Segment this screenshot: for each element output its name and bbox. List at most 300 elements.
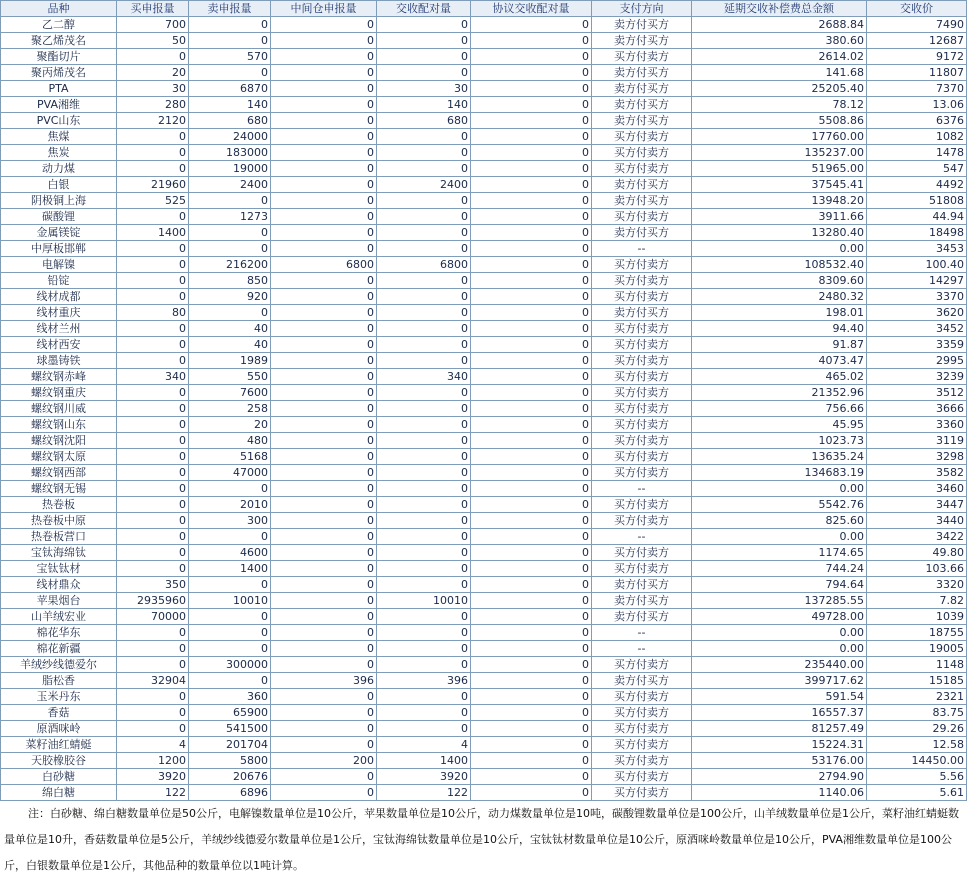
table-row <box>1 561 967 577</box>
cell-agreement-matched: 0 <box>471 161 592 177</box>
cell-delivery-price: 3298 <box>867 449 967 465</box>
cell-buy-declared: 280 <box>117 97 189 113</box>
cell-delivery-price: 3370 <box>867 289 967 305</box>
cell-intermediate-declared: 0 <box>271 225 377 241</box>
cell-compensation-total: 137285.55 <box>692 593 867 609</box>
cell-compensation-total: 5542.76 <box>692 497 867 513</box>
cell-variety: 线材成都 <box>1 289 117 305</box>
cell-variety: 螺纹钢无锡 <box>1 481 117 497</box>
cell-intermediate-declared: 0 <box>271 657 377 673</box>
cell-delivery-matched: 0 <box>377 417 471 433</box>
cell-payment-direction: 卖方付买方 <box>592 673 692 689</box>
cell-variety: 螺纹钢山东 <box>1 417 117 433</box>
table-row <box>1 753 967 769</box>
cell-variety: 白砂糖 <box>1 769 117 785</box>
cell-buy-declared: 3920 <box>117 769 189 785</box>
cell-delivery-matched: 0 <box>377 17 471 33</box>
cell-payment-direction: 买方付卖方 <box>592 449 692 465</box>
cell-sell-declared: 5168 <box>189 449 271 465</box>
cell-delivery-price: 18755 <box>867 625 967 641</box>
table-row <box>1 177 967 193</box>
cell-delivery-matched: 0 <box>377 289 471 305</box>
cell-delivery-matched: 0 <box>377 689 471 705</box>
cell-variety: 白银 <box>1 177 117 193</box>
cell-sell-declared: 40 <box>189 321 271 337</box>
cell-compensation-total: 0.00 <box>692 529 867 545</box>
cell-variety: PTA <box>1 81 117 97</box>
cell-variety: 热卷板中原 <box>1 513 117 529</box>
cell-delivery-price: 3119 <box>867 433 967 449</box>
cell-agreement-matched: 0 <box>471 449 592 465</box>
cell-delivery-price: 547 <box>867 161 967 177</box>
cell-variety: 线材兰州 <box>1 321 117 337</box>
cell-delivery-price: 7.82 <box>867 593 967 609</box>
cell-intermediate-declared: 0 <box>271 177 377 193</box>
cell-variety: 螺纹钢川威 <box>1 401 117 417</box>
cell-intermediate-declared: 6800 <box>271 257 377 273</box>
cell-buy-declared: 0 <box>117 561 189 577</box>
cell-payment-direction: 买方付卖方 <box>592 513 692 529</box>
cell-sell-declared: 20 <box>189 417 271 433</box>
cell-sell-declared: 0 <box>189 33 271 49</box>
table-row <box>1 65 967 81</box>
cell-variety: 棉花华东 <box>1 625 117 641</box>
cell-compensation-total: 2480.32 <box>692 289 867 305</box>
cell-buy-declared: 0 <box>117 385 189 401</box>
cell-sell-declared: 920 <box>189 289 271 305</box>
cell-payment-direction: 买方付卖方 <box>592 769 692 785</box>
cell-compensation-total: 380.60 <box>692 33 867 49</box>
cell-variety: 螺纹钢西部 <box>1 465 117 481</box>
cell-compensation-total: 0.00 <box>692 481 867 497</box>
table-row <box>1 449 967 465</box>
table-row <box>1 129 967 145</box>
table-row <box>1 673 967 689</box>
cell-sell-declared: 0 <box>189 65 271 81</box>
cell-variety: 绵白糖 <box>1 785 117 801</box>
cell-delivery-matched: 0 <box>377 321 471 337</box>
cell-intermediate-declared: 0 <box>271 465 377 481</box>
cell-variety: 宝钛钛材 <box>1 561 117 577</box>
cell-agreement-matched: 0 <box>471 625 592 641</box>
table-row <box>1 257 967 273</box>
cell-delivery-price: 3422 <box>867 529 967 545</box>
cell-sell-declared: 140 <box>189 97 271 113</box>
cell-agreement-matched: 0 <box>471 785 592 801</box>
cell-compensation-total: 81257.49 <box>692 721 867 737</box>
table-row <box>1 81 967 97</box>
cell-sell-declared: 20676 <box>189 769 271 785</box>
cell-delivery-price: 12687 <box>867 33 967 49</box>
cell-buy-declared: 0 <box>117 529 189 545</box>
cell-delivery-price: 3620 <box>867 305 967 321</box>
cell-variety: 乙二醇 <box>1 17 117 33</box>
cell-delivery-matched: 0 <box>377 65 471 81</box>
header-delivery-price: 交收价 <box>867 1 967 17</box>
cell-delivery-matched: 0 <box>377 657 471 673</box>
cell-compensation-total: 465.02 <box>692 369 867 385</box>
cell-buy-declared: 2935960 <box>117 593 189 609</box>
cell-sell-declared: 680 <box>189 113 271 129</box>
cell-delivery-price: 3460 <box>867 481 967 497</box>
cell-intermediate-declared: 0 <box>271 289 377 305</box>
cell-agreement-matched: 0 <box>471 593 592 609</box>
cell-agreement-matched: 0 <box>471 305 592 321</box>
cell-intermediate-declared: 0 <box>271 497 377 513</box>
cell-sell-declared: 1400 <box>189 561 271 577</box>
cell-compensation-total: 21352.96 <box>692 385 867 401</box>
cell-sell-declared: 6870 <box>189 81 271 97</box>
cell-sell-declared: 7600 <box>189 385 271 401</box>
table-row <box>1 113 967 129</box>
table-row <box>1 721 967 737</box>
cell-delivery-matched: 4 <box>377 737 471 753</box>
table-row <box>1 17 967 33</box>
cell-agreement-matched: 0 <box>471 321 592 337</box>
cell-agreement-matched: 0 <box>471 689 592 705</box>
cell-sell-declared: 850 <box>189 273 271 289</box>
cell-payment-direction: 买方付卖方 <box>592 721 692 737</box>
cell-sell-declared: 300000 <box>189 657 271 673</box>
cell-buy-declared: 4 <box>117 737 189 753</box>
cell-buy-declared: 0 <box>117 161 189 177</box>
cell-payment-direction: 买方付卖方 <box>592 385 692 401</box>
cell-compensation-total: 78.12 <box>692 97 867 113</box>
cell-variety: PVA湘维 <box>1 97 117 113</box>
cell-variety: 菜籽油红蜻蜓 <box>1 737 117 753</box>
cell-agreement-matched: 0 <box>471 33 592 49</box>
cell-buy-declared: 0 <box>117 49 189 65</box>
cell-buy-declared: 1200 <box>117 753 189 769</box>
cell-delivery-price: 6376 <box>867 113 967 129</box>
cell-payment-direction: 卖方付买方 <box>592 193 692 209</box>
cell-buy-declared: 0 <box>117 273 189 289</box>
cell-agreement-matched: 0 <box>471 289 592 305</box>
cell-compensation-total: 198.01 <box>692 305 867 321</box>
cell-delivery-matched: 0 <box>377 305 471 321</box>
table-row <box>1 529 967 545</box>
cell-buy-declared: 1400 <box>117 225 189 241</box>
cell-buy-declared: 0 <box>117 337 189 353</box>
cell-agreement-matched: 0 <box>471 513 592 529</box>
cell-delivery-matched: 0 <box>377 49 471 65</box>
cell-compensation-total: 37545.41 <box>692 177 867 193</box>
cell-buy-declared: 0 <box>117 481 189 497</box>
cell-delivery-price: 3453 <box>867 241 967 257</box>
cell-agreement-matched: 0 <box>471 465 592 481</box>
table-row <box>1 305 967 321</box>
cell-payment-direction: 买方付卖方 <box>592 705 692 721</box>
cell-sell-declared: 2400 <box>189 177 271 193</box>
cell-variety: 天胶橡胶谷 <box>1 753 117 769</box>
cell-intermediate-declared: 0 <box>271 433 377 449</box>
cell-buy-declared: 20 <box>117 65 189 81</box>
cell-payment-direction: 买方付卖方 <box>592 545 692 561</box>
cell-delivery-matched: 0 <box>377 33 471 49</box>
cell-intermediate-declared: 0 <box>271 561 377 577</box>
cell-variety: 原酒咪岭 <box>1 721 117 737</box>
cell-delivery-matched: 0 <box>377 721 471 737</box>
cell-compensation-total: 3911.66 <box>692 209 867 225</box>
cell-variety: 焦煤 <box>1 129 117 145</box>
cell-buy-declared: 70000 <box>117 609 189 625</box>
cell-delivery-matched: 122 <box>377 785 471 801</box>
cell-intermediate-declared: 396 <box>271 673 377 689</box>
cell-compensation-total: 108532.40 <box>692 257 867 273</box>
cell-intermediate-declared: 0 <box>271 193 377 209</box>
table-row <box>1 369 967 385</box>
cell-compensation-total: 141.68 <box>692 65 867 81</box>
cell-buy-declared: 0 <box>117 657 189 673</box>
cell-compensation-total: 591.54 <box>692 689 867 705</box>
cell-payment-direction: 买方付卖方 <box>592 321 692 337</box>
cell-delivery-price: 103.66 <box>867 561 967 577</box>
cell-agreement-matched: 0 <box>471 497 592 513</box>
cell-payment-direction: 买方付卖方 <box>592 145 692 161</box>
table-row <box>1 417 967 433</box>
cell-sell-declared: 0 <box>189 641 271 657</box>
cell-buy-declared: 700 <box>117 17 189 33</box>
cell-intermediate-declared: 0 <box>271 273 377 289</box>
cell-delivery-price: 3440 <box>867 513 967 529</box>
cell-variety: 宝钛海绵钛 <box>1 545 117 561</box>
header-compensation-total: 延期交收补偿费总金额 <box>692 1 867 17</box>
cell-delivery-matched: 0 <box>377 625 471 641</box>
footnote: 注：白砂糖、绵白糖数量单位是50公斤，电解镍数量单位是10公斤，苹果数量单位是10公斤，动力煤数量单位是10吨，碳酸锂数量单位是100公斤，山羊绒数量单位是1公斤，菜籽油红蜻蜓数量单位是10升，香菇数量单位是5公斤，羊绒纱线德爱尔数量单位是1公斤，宝钛海绵钛数量单位是10公斤，宝钛钛材数量单位是10公斤，原酒咪岭数量单位是10公斤，PVA湘维数量单位是100公斤，白银数量单位是1公斤，其他品种的数量单位以1吨计算。 <box>4 807 959 872</box>
cell-buy-declared: 0 <box>117 513 189 529</box>
cell-sell-declared: 10010 <box>189 593 271 609</box>
cell-intermediate-declared: 0 <box>271 737 377 753</box>
cell-sell-declared: 65900 <box>189 705 271 721</box>
table-row <box>1 657 967 673</box>
cell-buy-declared: 0 <box>117 721 189 737</box>
cell-sell-declared: 360 <box>189 689 271 705</box>
cell-delivery-price: 44.94 <box>867 209 967 225</box>
table-row <box>1 193 967 209</box>
header-agreement-matched: 协议交收配对量 <box>471 1 592 17</box>
cell-buy-declared: 30 <box>117 81 189 97</box>
cell-intermediate-declared: 0 <box>271 241 377 257</box>
table-row <box>1 593 967 609</box>
cell-delivery-matched: 10010 <box>377 593 471 609</box>
cell-buy-declared: 80 <box>117 305 189 321</box>
cell-delivery-matched: 0 <box>377 129 471 145</box>
cell-buy-declared: 525 <box>117 193 189 209</box>
cell-agreement-matched: 0 <box>471 577 592 593</box>
cell-intermediate-declared: 0 <box>271 81 377 97</box>
cell-intermediate-declared: 0 <box>271 417 377 433</box>
table-row <box>1 97 967 113</box>
cell-delivery-price: 1039 <box>867 609 967 625</box>
cell-variety: 电解镍 <box>1 257 117 273</box>
cell-payment-direction: 卖方付买方 <box>592 177 692 193</box>
cell-sell-declared: 24000 <box>189 129 271 145</box>
cell-intermediate-declared: 0 <box>271 161 377 177</box>
table-row <box>1 225 967 241</box>
cell-payment-direction: 买方付卖方 <box>592 273 692 289</box>
cell-compensation-total: 0.00 <box>692 641 867 657</box>
cell-sell-declared: 6896 <box>189 785 271 801</box>
cell-variety: 羊绒纱线德爱尔 <box>1 657 117 673</box>
cell-delivery-matched: 0 <box>377 193 471 209</box>
cell-intermediate-declared: 0 <box>271 385 377 401</box>
cell-sell-declared: 570 <box>189 49 271 65</box>
cell-delivery-price: 3666 <box>867 401 967 417</box>
cell-compensation-total: 4073.47 <box>692 353 867 369</box>
cell-intermediate-declared: 0 <box>271 321 377 337</box>
cell-payment-direction: -- <box>592 625 692 641</box>
cell-delivery-price: 3512 <box>867 385 967 401</box>
cell-compensation-total: 13948.20 <box>692 193 867 209</box>
cell-intermediate-declared: 0 <box>271 529 377 545</box>
cell-buy-declared: 122 <box>117 785 189 801</box>
cell-sell-declared: 216200 <box>189 257 271 273</box>
cell-payment-direction: 卖方付买方 <box>592 97 692 113</box>
table-row <box>1 481 967 497</box>
cell-compensation-total: 91.87 <box>692 337 867 353</box>
cell-payment-direction: 卖方付买方 <box>592 113 692 129</box>
cell-sell-declared: 0 <box>189 241 271 257</box>
cell-payment-direction: -- <box>592 481 692 497</box>
cell-agreement-matched: 0 <box>471 97 592 113</box>
cell-compensation-total: 94.40 <box>692 321 867 337</box>
cell-buy-declared: 0 <box>117 129 189 145</box>
cell-delivery-matched: 340 <box>377 369 471 385</box>
cell-delivery-price: 100.40 <box>867 257 967 273</box>
header-sell-declared: 卖申报量 <box>189 1 271 17</box>
table-row <box>1 769 967 785</box>
cell-delivery-price: 19005 <box>867 641 967 657</box>
cell-compensation-total: 825.60 <box>692 513 867 529</box>
cell-compensation-total: 1023.73 <box>692 433 867 449</box>
cell-compensation-total: 53176.00 <box>692 753 867 769</box>
cell-delivery-matched: 140 <box>377 97 471 113</box>
cell-sell-declared: 4600 <box>189 545 271 561</box>
cell-agreement-matched: 0 <box>471 433 592 449</box>
cell-delivery-matched: 0 <box>377 161 471 177</box>
cell-delivery-matched: 0 <box>377 481 471 497</box>
cell-intermediate-declared: 0 <box>271 17 377 33</box>
cell-delivery-matched: 0 <box>377 577 471 593</box>
table-row <box>1 289 967 305</box>
cell-variety: 螺纹钢太原 <box>1 449 117 465</box>
cell-variety: PVC山东 <box>1 113 117 129</box>
cell-variety: 螺纹钢重庆 <box>1 385 117 401</box>
cell-agreement-matched: 0 <box>471 353 592 369</box>
cell-intermediate-declared: 0 <box>271 209 377 225</box>
cell-delivery-price: 9172 <box>867 49 967 65</box>
cell-delivery-matched: 30 <box>377 81 471 97</box>
table-row <box>1 49 967 65</box>
cell-compensation-total: 794.64 <box>692 577 867 593</box>
cell-intermediate-declared: 0 <box>271 337 377 353</box>
cell-intermediate-declared: 0 <box>271 785 377 801</box>
cell-intermediate-declared: 0 <box>271 449 377 465</box>
cell-payment-direction: 卖方付买方 <box>592 609 692 625</box>
cell-delivery-price: 3239 <box>867 369 967 385</box>
cell-compensation-total: 13635.24 <box>692 449 867 465</box>
cell-intermediate-declared: 0 <box>271 641 377 657</box>
cell-intermediate-declared: 0 <box>271 609 377 625</box>
cell-payment-direction: 卖方付买方 <box>592 65 692 81</box>
cell-variety: 铅锭 <box>1 273 117 289</box>
table-row <box>1 625 967 641</box>
cell-variety: 聚酯切片 <box>1 49 117 65</box>
table-row <box>1 209 967 225</box>
cell-sell-declared: 5800 <box>189 753 271 769</box>
cell-agreement-matched: 0 <box>471 737 592 753</box>
cell-buy-declared: 32904 <box>117 673 189 689</box>
cell-intermediate-declared: 0 <box>271 545 377 561</box>
cell-payment-direction: 卖方付买方 <box>592 593 692 609</box>
cell-payment-direction: 买方付卖方 <box>592 337 692 353</box>
cell-variety: 脂松香 <box>1 673 117 689</box>
cell-buy-declared: 0 <box>117 641 189 657</box>
cell-delivery-price: 3452 <box>867 321 967 337</box>
cell-buy-declared: 0 <box>117 497 189 513</box>
cell-delivery-matched: 0 <box>377 497 471 513</box>
cell-delivery-price: 12.58 <box>867 737 967 753</box>
cell-buy-declared: 21960 <box>117 177 189 193</box>
cell-delivery-price: 7370 <box>867 81 967 97</box>
cell-payment-direction: 买方付卖方 <box>592 433 692 449</box>
table-row <box>1 609 967 625</box>
cell-compensation-total: 0.00 <box>692 241 867 257</box>
cell-buy-declared: 350 <box>117 577 189 593</box>
cell-delivery-matched: 0 <box>377 545 471 561</box>
cell-variety: 线材鼎众 <box>1 577 117 593</box>
header-buy-declared: 买申报量 <box>117 1 189 17</box>
cell-delivery-price: 7490 <box>867 17 967 33</box>
cell-variety: 苹果烟台 <box>1 593 117 609</box>
cell-compensation-total: 5508.86 <box>692 113 867 129</box>
cell-payment-direction: 卖方付买方 <box>592 225 692 241</box>
cell-sell-declared: 480 <box>189 433 271 449</box>
table-row <box>1 273 967 289</box>
cell-sell-declared: 1989 <box>189 353 271 369</box>
cell-variety: 球墨铸铁 <box>1 353 117 369</box>
cell-payment-direction: 买方付卖方 <box>592 257 692 273</box>
cell-compensation-total: 8309.60 <box>692 273 867 289</box>
cell-payment-direction: 买方付卖方 <box>592 417 692 433</box>
cell-agreement-matched: 0 <box>471 49 592 65</box>
cell-sell-declared: 0 <box>189 481 271 497</box>
cell-agreement-matched: 0 <box>471 561 592 577</box>
cell-agreement-matched: 0 <box>471 673 592 689</box>
cell-payment-direction: 买方付卖方 <box>592 465 692 481</box>
cell-compensation-total: 744.24 <box>692 561 867 577</box>
cell-intermediate-declared: 0 <box>271 689 377 705</box>
cell-delivery-matched: 0 <box>377 353 471 369</box>
cell-agreement-matched: 0 <box>471 769 592 785</box>
cell-agreement-matched: 0 <box>471 417 592 433</box>
table-row <box>1 785 967 801</box>
cell-payment-direction: -- <box>592 641 692 657</box>
cell-payment-direction: 买方付卖方 <box>592 561 692 577</box>
cell-delivery-matched: 0 <box>377 513 471 529</box>
cell-delivery-matched: 0 <box>377 273 471 289</box>
cell-agreement-matched: 0 <box>471 545 592 561</box>
cell-delivery-matched: 1400 <box>377 753 471 769</box>
cell-agreement-matched: 0 <box>471 225 592 241</box>
table-row <box>1 545 967 561</box>
cell-buy-declared: 0 <box>117 545 189 561</box>
cell-payment-direction: 买方付卖方 <box>592 689 692 705</box>
cell-agreement-matched: 0 <box>471 705 592 721</box>
cell-payment-direction: -- <box>592 529 692 545</box>
cell-buy-declared: 0 <box>117 449 189 465</box>
cell-payment-direction: 买方付卖方 <box>592 753 692 769</box>
